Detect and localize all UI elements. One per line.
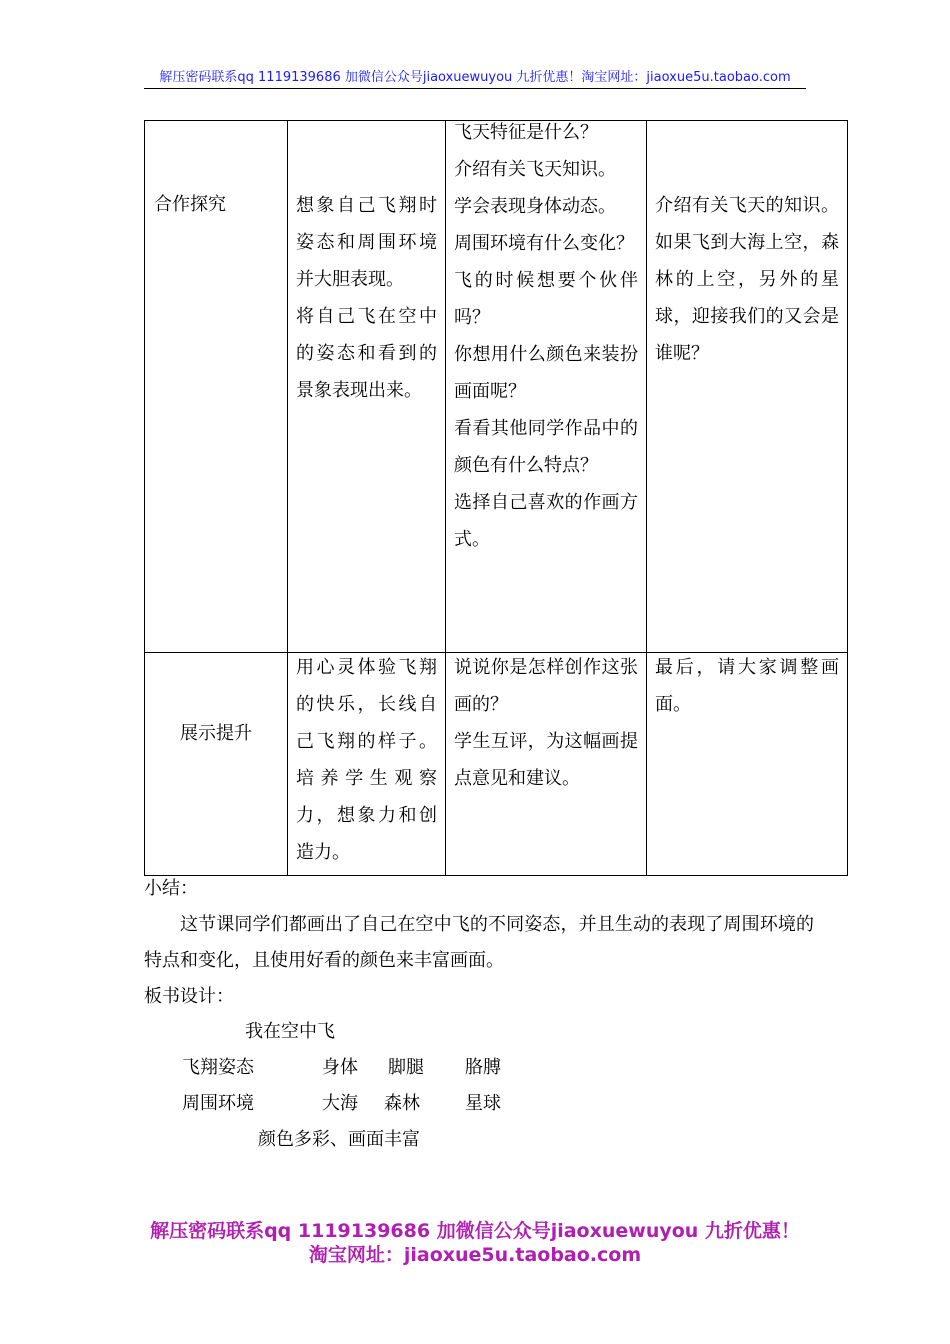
board-item: 脚腿 <box>388 1057 424 1078</box>
header-text: 解压密码联系qq 1119139686 加微信公众号jiaoxuewuyou 九折优惠！淘宝网址：jiaoxue5u.taobao.com <box>159 70 791 85</box>
board-label: 板书设计： <box>144 986 234 1007</box>
goal-text: 想象自己飞翔时姿态和周围环境并大胆表现。 <box>296 195 437 290</box>
student-activity-cell <box>446 121 647 653</box>
activity-text: 飞天特征是什么？ <box>454 122 598 143</box>
teacher-activity-cell <box>647 653 848 876</box>
activity-text: 学会表现身体动态。 <box>454 196 616 217</box>
activity-text: 说说你是怎样创作这张画的？ <box>454 657 638 715</box>
goal-cell <box>288 653 446 876</box>
board-item: 胳膊 <box>465 1057 501 1078</box>
activity-text: 飞的时候想要个伙伴吗？ <box>454 270 638 328</box>
activity-text: 选择自己喜欢的作画方式。 <box>454 492 638 550</box>
goal-text: 用心灵体验飞翔的快乐，长线自己飞翔的样子。培养学生观察力，想象力和创造力。 <box>296 657 437 863</box>
footer-line: 淘宝网址：jiaoxue5u.taobao.com <box>308 1244 642 1266</box>
lesson-table <box>144 120 848 876</box>
activity-text: 介绍有关飞天知识。 <box>454 159 616 180</box>
stage-cell <box>145 653 288 876</box>
teacher-text: 最后，请大家调整画面。 <box>655 657 839 715</box>
activity-text: 看看其他同学作品中的颜色有什么特点？ <box>454 418 638 476</box>
board-item: 大海 <box>322 1093 358 1114</box>
table-row <box>145 121 848 653</box>
board-row-label: 飞翔姿态 <box>182 1057 254 1078</box>
board-item: 星球 <box>465 1093 501 1114</box>
board-footer: 颜色多彩、画面丰富 <box>258 1129 420 1150</box>
student-activity-cell <box>446 653 647 876</box>
activity-text: 学生互评，为这幅画提点意见和建议。 <box>454 731 638 789</box>
table-row <box>145 653 848 876</box>
activity-text: 你想用什么颜色来装扮画面呢？ <box>454 344 638 402</box>
stage-label: 展示提升 <box>180 723 252 744</box>
board-row-label: 周围环境 <box>182 1093 254 1114</box>
footer-line: 解压密码联系qq 1119139686 加微信公众号jiaoxuewuyou 九折优惠！ <box>150 1220 800 1242</box>
goal-text: 将自己飞在空中的姿态和看到的景象表现出来。 <box>296 306 437 401</box>
teacher-activity-cell <box>647 121 848 653</box>
page-header <box>144 66 806 89</box>
board-item: 森林 <box>384 1093 420 1114</box>
goal-cell <box>288 121 446 653</box>
board-item: 身体 <box>322 1057 358 1078</box>
board-title: 我在空中飞 <box>245 1021 335 1042</box>
summary-label: 小结： <box>144 878 198 899</box>
activity-text: 周围环境有什么变化？ <box>454 233 634 254</box>
teacher-text: 介绍有关飞天的知识。如果飞到大海上空，森林的上空，另外的星球，迎接我们的又会是谁呢？ <box>655 195 839 364</box>
stage-cell <box>145 121 288 653</box>
summary-text: 这节课同学们都画出了自己在空中飞的不同姿态，并且生动的表现了周围环境的特点和变化，且使用好看的颜色来丰富画面。 <box>144 914 814 971</box>
stage-label: 合作探究 <box>154 194 226 215</box>
